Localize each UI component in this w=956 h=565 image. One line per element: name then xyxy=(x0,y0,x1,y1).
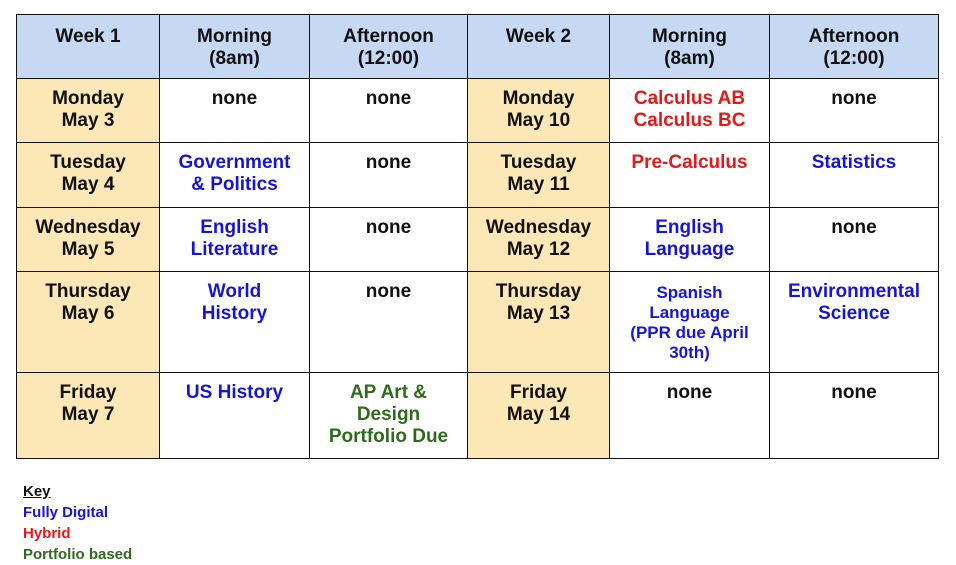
exam-cell: World History xyxy=(160,272,310,373)
table-row xyxy=(17,79,939,143)
exam-cell: US History xyxy=(160,373,310,459)
exam-cell: none xyxy=(610,373,770,459)
table-row xyxy=(17,143,939,208)
day-cell: Tuesday May 4 xyxy=(17,143,160,208)
exam-cell: none xyxy=(770,79,939,143)
exam-cell: none xyxy=(310,79,468,143)
exam-cell: none xyxy=(160,79,310,143)
table-row xyxy=(17,373,939,459)
exam-cell: none xyxy=(770,373,939,459)
exam-cell: Statistics xyxy=(770,143,939,208)
day-cell: Tuesday May 11 xyxy=(468,143,610,208)
exam-cell: none xyxy=(310,143,468,208)
day-cell: Friday May 14 xyxy=(468,373,610,459)
exam-cell: none xyxy=(770,208,939,272)
day-cell: Wednesday May 12 xyxy=(468,208,610,272)
day-cell: Friday May 7 xyxy=(17,373,160,459)
table-row xyxy=(17,272,939,373)
header-morning-week-1: Morning (8am) xyxy=(160,15,310,79)
exam-cell: none xyxy=(310,208,468,272)
exam-schedule-table xyxy=(16,14,939,459)
header-afternoon-week-2: Afternoon (12:00) xyxy=(770,15,939,79)
exam-cell: Pre-Calculus xyxy=(610,143,770,208)
exam-cell: none xyxy=(310,272,468,373)
table-row xyxy=(17,208,939,272)
exam-cell: AP Art & Design Portfolio Due xyxy=(310,373,468,459)
header-row xyxy=(17,15,939,79)
day-cell: Monday May 10 xyxy=(468,79,610,143)
exam-cell: English Language xyxy=(610,208,770,272)
header-morning-week-2: Morning (8am) xyxy=(610,15,770,79)
header-week-2: Week 2 xyxy=(468,15,610,79)
header-week-1: Week 1 xyxy=(17,15,160,79)
key-fully-digital: Fully Digital xyxy=(23,504,109,521)
day-cell: Monday May 3 xyxy=(17,79,160,143)
exam-cell: Environmental Science xyxy=(770,272,939,373)
header-afternoon-week-1: Afternoon (12:00) xyxy=(310,15,468,79)
key-portfolio-based: Portfolio based xyxy=(23,546,133,563)
key-hybrid: Hybrid xyxy=(23,525,71,542)
exam-cell: Spanish Language (PPR due April 30th) xyxy=(610,272,770,373)
exam-cell: Calculus AB Calculus BC xyxy=(610,79,770,143)
day-cell: Thursday May 6 xyxy=(17,272,160,373)
exam-cell: English Literature xyxy=(160,208,310,272)
key-legend xyxy=(23,481,132,565)
exam-cell: Government & Politics xyxy=(160,143,310,208)
day-cell: Thursday May 13 xyxy=(468,272,610,373)
key-title: Key xyxy=(23,483,51,500)
day-cell: Wednesday May 5 xyxy=(17,208,160,272)
